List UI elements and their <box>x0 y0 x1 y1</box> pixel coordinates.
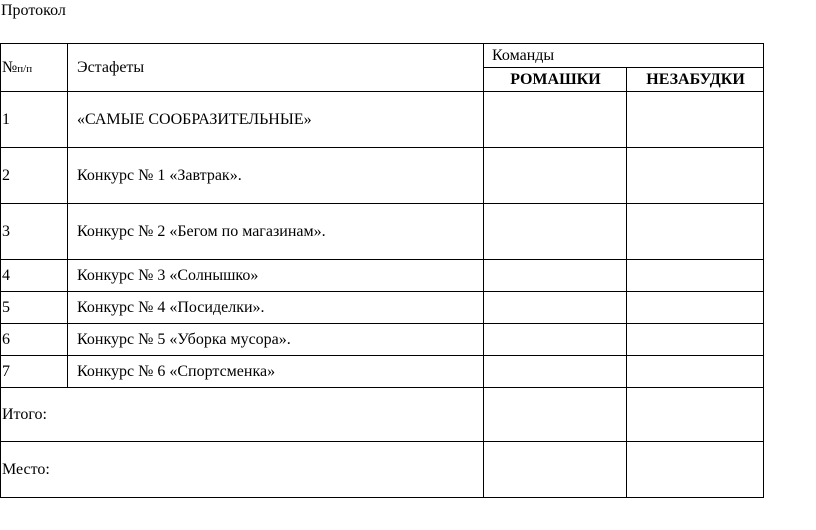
total-row <box>1 388 764 442</box>
table-row <box>1 260 764 292</box>
row-relay-name: Конкурс № 6 «Спортсменка» <box>68 356 484 388</box>
table-row <box>1 204 764 260</box>
row-number: 5 <box>1 292 68 324</box>
row-relay-name: Конкурс № 5 «Уборка мусора». <box>68 324 484 356</box>
score-cell-romashki[interactable] <box>484 356 627 388</box>
row-relay-name: Конкурс № 3 «Солнышко» <box>68 260 484 292</box>
table-row <box>1 148 764 204</box>
header-team-nezabudki: НЕЗАБУДКИ <box>627 68 764 92</box>
score-cell-romashki[interactable] <box>484 92 627 148</box>
place-label: Место: <box>1 442 484 498</box>
row-number: 6 <box>1 324 68 356</box>
score-cell-nezabudki[interactable] <box>627 292 764 324</box>
score-cell-nezabudki[interactable] <box>627 148 764 204</box>
row-relay-name: Конкурс № 4 «Посиделки». <box>68 292 484 324</box>
score-cell-nezabudki[interactable] <box>627 92 764 148</box>
place-row <box>1 442 764 498</box>
score-cell-romashki[interactable] <box>484 260 627 292</box>
score-cell-romashki[interactable] <box>484 148 627 204</box>
page-title: Протокол <box>1 2 66 19</box>
score-cell-romashki[interactable] <box>484 292 627 324</box>
row-number: 2 <box>1 148 68 204</box>
row-relay-name: «САМЫЕ СООБРАЗИТЕЛЬНЫЕ» <box>68 92 484 148</box>
header-number <box>1 44 68 92</box>
table-row <box>1 324 764 356</box>
row-relay-name: Конкурс № 1 «Завтрак». <box>68 148 484 204</box>
table-row <box>1 292 764 324</box>
total-cell-romashki[interactable] <box>484 388 627 442</box>
table-row <box>1 356 764 388</box>
score-cell-nezabudki[interactable] <box>627 356 764 388</box>
score-cell-romashki[interactable] <box>484 324 627 356</box>
row-number: 4 <box>1 260 68 292</box>
score-cell-nezabudki[interactable] <box>627 260 764 292</box>
table-row <box>1 92 764 148</box>
score-cell-romashki[interactable] <box>484 204 627 260</box>
header-team-romashki: РОМАШКИ <box>484 68 627 92</box>
header-number-main: № <box>2 58 18 76</box>
total-cell-nezabudki[interactable] <box>627 388 764 442</box>
header-teams: Команды <box>484 44 764 68</box>
score-cell-nezabudki[interactable] <box>627 204 764 260</box>
header-row <box>1 44 764 68</box>
row-number: 1 <box>1 92 68 148</box>
row-number: 7 <box>1 356 68 388</box>
place-cell-romashki[interactable] <box>484 442 627 498</box>
total-label: Итого: <box>1 388 484 442</box>
place-cell-nezabudki[interactable] <box>627 442 764 498</box>
header-number-sub: п/п <box>17 62 33 75</box>
row-number: 3 <box>1 204 68 260</box>
header-relays: Эстафеты <box>68 44 484 92</box>
row-relay-name: Конкурс № 2 «Бегом по магазинам». <box>68 204 484 260</box>
protocol-table <box>0 43 764 498</box>
score-cell-nezabudki[interactable] <box>627 324 764 356</box>
